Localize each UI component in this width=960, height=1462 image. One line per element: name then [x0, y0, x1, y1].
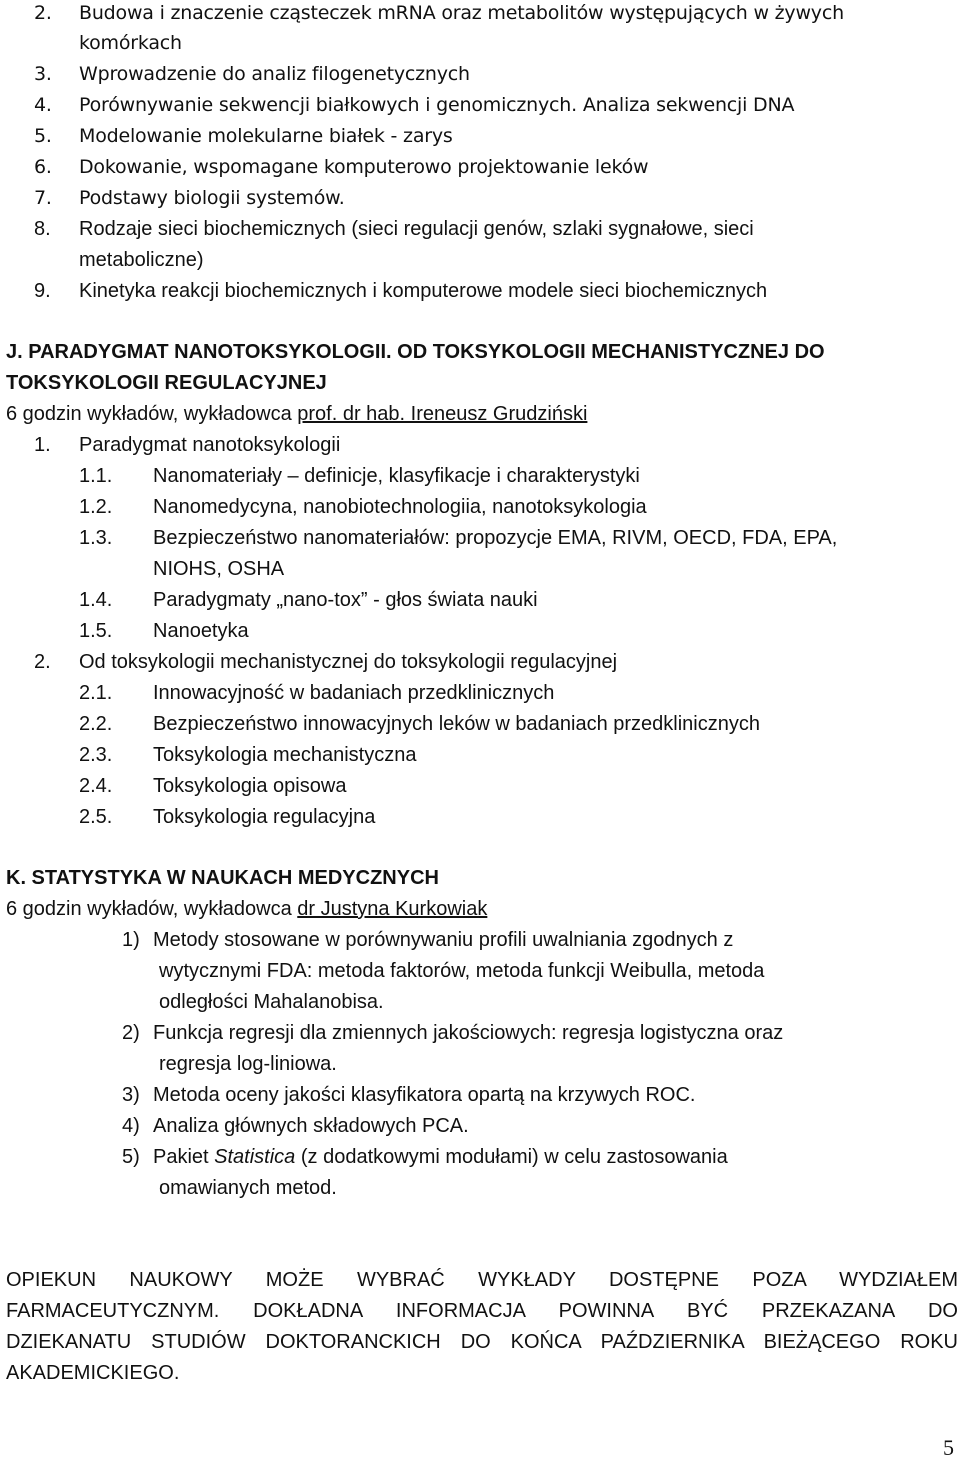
lecturer-name: dr Justyna Kurkowiak: [297, 898, 488, 920]
list-item-text: [153, 1145, 728, 1169]
list-item-number: 1): [122, 929, 140, 951]
notice-line: OPIEKUN NAUKOWY MOŻE WYBRAĆ WYKŁADY DOSTĘPNE POZA WYDZIAŁEM: [6, 1269, 958, 1291]
list-item-text: Toksykologia opisowa: [153, 775, 347, 797]
list-item-number: 8.: [34, 218, 51, 240]
list-item-number: 2.2.: [79, 713, 113, 735]
list-item-text: Nanoetyka: [153, 620, 249, 642]
list-item-text: Podstawy biologii systemów.: [79, 187, 345, 209]
list-item-text: wytycznymi FDA: metoda faktorów, metoda funkcji Weibulla, metoda: [159, 960, 765, 982]
list-item-number: 2.5.: [79, 806, 113, 828]
hours-label: 6 godzin wykładów, wykładowca: [6, 898, 298, 920]
list-item-number: 1.1.: [79, 465, 113, 487]
list-item-text: Od toksykologii mechanistycznej do toksykologii regulacyjnej: [79, 651, 618, 673]
list-item-text: regresja log-liniowa.: [159, 1053, 337, 1075]
list-item-text: Toksykologia mechanistyczna: [153, 744, 417, 766]
list-item-text: Modelowanie molekularne białek - zarys: [79, 125, 453, 147]
section-k-lecturer-line: [6, 897, 487, 921]
list-item-number: 1.2.: [79, 496, 113, 518]
list-item-number: 4.: [34, 94, 52, 116]
list-item-number: 5.: [34, 125, 52, 147]
hours-label: 6 godzin wykładów, wykładowca: [6, 403, 298, 425]
list-item-text: Innowacyjność w badaniach przedklinicznych: [153, 682, 555, 704]
list-item-text: Porównywanie sekwencji białkowych i genomicznych. Analiza sekwencji DNA: [79, 94, 795, 116]
list-item-text: Kinetyka reakcji biochemicznych i komputerowe modele sieci biochemicznych: [79, 280, 768, 302]
list-item-text: Rodzaje sieci biochemicznych (sieci regulacji genów, szlaki sygnałowe, sieci: [79, 218, 754, 240]
item-text-suffix: (z dodatkowymi modułami) w celu zastosowania: [295, 1146, 728, 1168]
list-item-text: Metody stosowane w porównywaniu profili uwalniania zgodnych z: [153, 929, 734, 951]
section-k-title: K. STATYSTYKA W NAUKACH MEDYCZNYCH: [6, 867, 439, 889]
list-item-text: Funkcja regresji dla zmiennych jakościowych: regresja logistyczna oraz: [153, 1022, 784, 1044]
item-text-prefix: Pakiet: [153, 1146, 215, 1168]
list-item-text: Toksykologia regulacyjna: [153, 806, 376, 828]
software-name: Statistica: [214, 1146, 296, 1168]
list-item-number: 3): [122, 1084, 140, 1106]
section-j-title-cont: TOKSYKOLOGII REGULACYJNEJ: [6, 372, 327, 394]
list-item-text: Budowa i znaczenie cząsteczek mRNA oraz metabolitów występujących w żywych: [79, 2, 844, 24]
list-item-number: 1.4.: [79, 589, 113, 611]
list-item-number: 2.4.: [79, 775, 113, 797]
list-item-number: 2.1.: [79, 682, 113, 704]
notice-line: FARMACEUTYCZNYM. DOKŁADNA INFORMACJA POWINNA BYĆ PRZEKAZANA DO: [6, 1300, 958, 1322]
list-item-number: 5): [122, 1146, 140, 1168]
list-item-number: 1.: [34, 434, 51, 456]
list-item-text: Dokowanie, wspomagane komputerowo projektowanie leków: [79, 156, 649, 178]
list-item-number: 6.: [34, 156, 52, 178]
section-j-lecturer-line: [6, 402, 587, 426]
list-item-text: komórkach: [79, 32, 182, 54]
page-number: 5: [943, 1435, 954, 1460]
list-item-number: 1.3.: [79, 527, 113, 549]
list-item-number: 3.: [34, 63, 52, 85]
list-item-number: 4): [122, 1115, 140, 1137]
notice-line: DZIEKANATU STUDIÓW DOKTORANCKICH DO KOŃCA PAŹDZIERNIKA BIEŻĄCEGO ROKU: [6, 1331, 958, 1353]
list-item-number: 9.: [34, 280, 51, 302]
list-item-text: Paradygmaty „nano-tox” - głos świata nauki: [153, 589, 538, 611]
list-item-text: Metoda oceny jakości klasyfikatora opartą na krzywych ROC.: [153, 1084, 696, 1106]
list-item-text: omawianych metod.: [159, 1177, 337, 1199]
list-item-number: 2.3.: [79, 744, 113, 766]
list-item-text: Bezpieczeństwo nanomateriałów: propozycje EMA, RIVM, OECD, FDA, EPA,: [153, 527, 838, 549]
list-item-text: Paradygmat nanotoksykologii: [79, 434, 341, 456]
list-item-number: 1.5.: [79, 620, 113, 642]
list-item-number: 2.: [34, 651, 51, 673]
list-item-text: NIOHS, OSHA: [153, 558, 285, 580]
list-item-text: odległości Mahalanobisa.: [159, 991, 384, 1013]
section-j-title: J. PARADYGMAT NANOTOKSYKOLOGII. OD TOKSYKOLOGII MECHANISTYCZNEJ DO: [6, 341, 825, 363]
list-item-text: Wprowadzenie do analiz filogenetycznych: [79, 63, 470, 85]
list-item-number: 2.: [34, 2, 52, 24]
list-item-number: 2): [122, 1022, 140, 1044]
list-item-text: Nanomedycyna, nanobiotechnologiia, nanotoksykologia: [153, 496, 647, 518]
list-item-text: Nanomateriały – definicje, klasyfikacje i charakterystyki: [153, 465, 640, 487]
list-item-number: 7.: [34, 187, 52, 209]
list-item-text: metaboliczne): [79, 249, 204, 271]
notice-line: AKADEMICKIEGO.: [6, 1362, 180, 1384]
list-item-text: Analiza głównych składowych PCA.: [153, 1115, 469, 1137]
list-item-text: Bezpieczeństwo innowacyjnych leków w badaniach przedklinicznych: [153, 713, 760, 735]
lecturer-name: prof. dr hab. Ireneusz Grudziński: [297, 403, 588, 425]
